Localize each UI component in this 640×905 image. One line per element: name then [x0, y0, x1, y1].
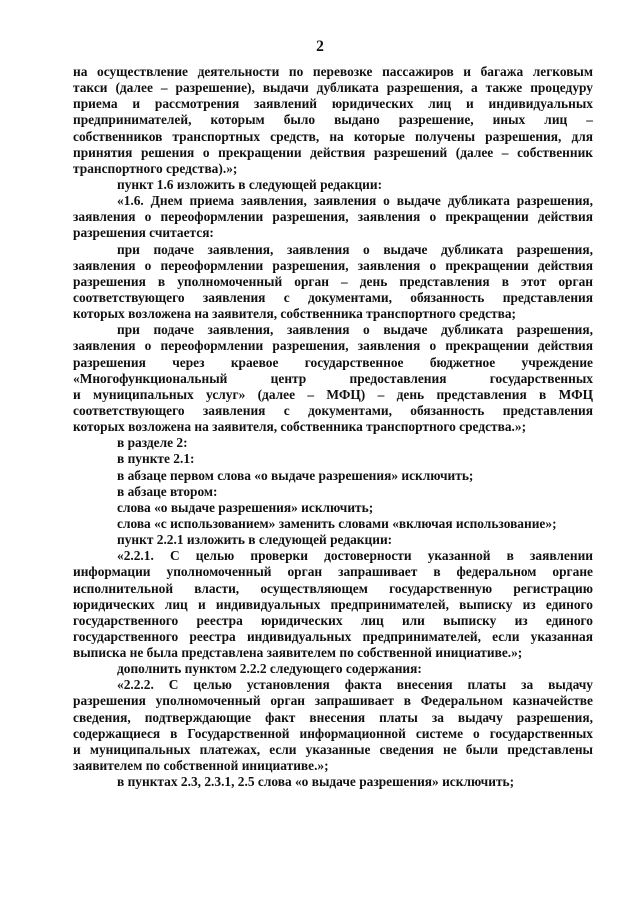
- text-line: «2.2.1. С целью проверки достоверности указанной в заявлении: [117, 548, 593, 564]
- text-line: при подаче заявления, заявления о выдаче дубликата разрешения,: [117, 241, 593, 257]
- text-line: в пунктах 2.3, 2.3.1, 2.5 слова «о выдаче разрешения» исключить;: [117, 774, 515, 790]
- text-line: при подаче заявления, заявления о выдаче дубликата разрешения,: [117, 322, 593, 338]
- text-line: которых возложена на заявителя, собственника транспортного средства.»;: [73, 419, 527, 435]
- text-line: заявления о переоформлении разрешения, заявления о прекращении действия: [73, 257, 593, 273]
- text-line: исполнительной власти, осуществляющем государственную регистрацию: [73, 580, 593, 596]
- text-line: дополнить пунктом 2.2.2 следующего содержания:: [117, 661, 422, 677]
- text-line: выписка не была представлена заявителем по собственной инициативе.»;: [73, 645, 523, 661]
- text-line: и муниципальных платежах, если указанные сведения не были представлены: [73, 741, 593, 757]
- text-line: транспортного средства).»;: [73, 160, 238, 176]
- text-line: на осуществление деятельности по перевозке пассажиров и багажа легковым: [73, 64, 593, 79]
- text-line: слова «о выдаче разрешения» исключить;: [117, 499, 374, 515]
- text-line: в абзаце первом слова «о выдаче разрешения» исключить;: [117, 467, 474, 483]
- text-line: юридических лиц и индивидуальных предпринимателей, выписку из единого: [73, 596, 593, 612]
- document-body: [73, 64, 593, 790]
- text-line: соответствующего заявления с документами, обязанность представления: [73, 402, 593, 418]
- text-line: пункт 1.6 изложить в следующей редакции:: [117, 176, 383, 192]
- text-line: сведения, подтверждающие факт внесения платы за выдачу разрешения,: [73, 709, 593, 725]
- text-line: принятия решения о прекращении действия разрешений (далее – собственник: [73, 144, 593, 160]
- text-line: и муниципальных услуг» (далее – МФЦ) – день представления в МФЦ: [73, 386, 593, 402]
- text-line: предпринимателей, которым было выдано разрешение, иных лиц –: [73, 112, 593, 128]
- text-line: в разделе 2:: [117, 435, 188, 451]
- text-line: в абзаце втором:: [117, 483, 218, 499]
- text-line: приема и рассмотрения заявлений юридических лиц и индивидуальных: [73, 96, 593, 112]
- text-line: заявления о переоформлении разрешения, заявления о прекращении действия: [73, 338, 593, 354]
- text-line: в пункте 2.1:: [117, 451, 195, 467]
- text-line: собственников транспортных средств, на которые получены разрешения, для: [73, 128, 593, 144]
- text-line: разрешения в уполномоченный орган – день представления в этот орган: [73, 273, 593, 289]
- text-line: содержащиеся в Государственной информационной системе о государственных: [73, 725, 593, 741]
- text-line: информации уполномоченный орган запрашивает в федеральном органе: [73, 564, 593, 580]
- text-line: такси (далее – разрешение), выдачи дубликата разрешения, а также процедуру: [73, 80, 593, 96]
- text-line: государственного реестра юридических лиц или выписку из единого: [73, 612, 593, 628]
- text-line: «1.6. Днем приема заявления, заявления о выдаче дубликата разрешения,: [117, 193, 593, 209]
- text-line: пункт 2.2.1 изложить в следующей редакции:: [117, 532, 393, 548]
- text-line: соответствующего заявления с документами, обязанность представления: [73, 289, 593, 305]
- text-line: разрешения через краевое государственное бюджетное учреждение: [73, 354, 593, 370]
- text-line: которых возложена на заявителя, собственника транспортного средства;: [73, 306, 516, 322]
- text-line: разрешения уполномоченный орган запрашивает в Федеральном казначействе: [73, 693, 593, 709]
- text-line: заявления о переоформлении разрешения, заявления о прекращении действия: [73, 209, 593, 225]
- page-number: 2: [316, 38, 324, 55]
- text-line: «Многофункциональный центр предоставления государственных: [73, 370, 593, 386]
- text-line: разрешения считается:: [73, 225, 214, 241]
- text-line: слова «с использованием» заменить словами «включая использование»;: [117, 515, 557, 531]
- text-line: «2.2.2. С целью установления факта внесения платы за выдачу: [117, 677, 593, 693]
- text-line: государственного реестра индивидуальных предпринимателей, если указанная: [73, 628, 593, 644]
- text-line: заявителем по собственной инициативе.»;: [73, 758, 329, 774]
